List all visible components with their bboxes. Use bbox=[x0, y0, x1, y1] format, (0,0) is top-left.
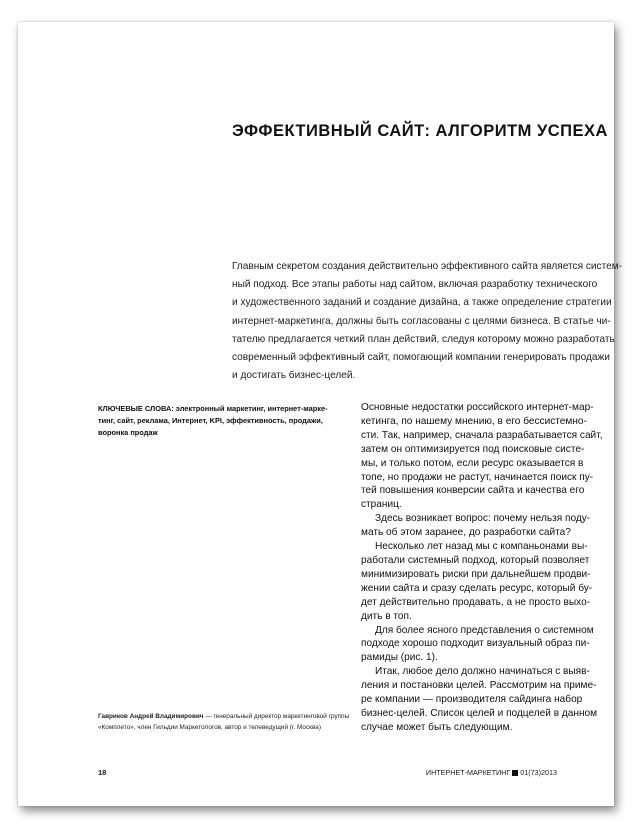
keywords-line: тинг, сайт, реклама, Интернет, KPI, эффективность, продажи, bbox=[98, 416, 323, 425]
author-line bbox=[98, 711, 349, 722]
body-line: мать об этом заранее, до разработки сайта? bbox=[361, 527, 571, 539]
body-line: сти. Так, например, сначала разрабатывается сайт, bbox=[361, 429, 603, 441]
body-line: ре компании — производителя сайдинга набор bbox=[361, 694, 583, 706]
lead-line: интернет-маркетинга, должны быть согласованы с целями бизнеса. В статье чи- bbox=[232, 315, 611, 327]
body-line: работали системный подход, который позволяет bbox=[361, 554, 590, 566]
body-line: мы, и только потом, если ресурс оказывается в bbox=[361, 457, 584, 469]
body-line: дет действительно продавать, а не просто выхо- bbox=[361, 596, 591, 608]
journal-name: ИНТЕРНЕТ-МАРКЕТИНГ bbox=[425, 768, 511, 777]
body-line: подходе хорошо подходит визуальный образ пи- bbox=[361, 638, 590, 650]
body-line: страниц. bbox=[361, 499, 402, 511]
body-line: минимизировать риски при дальнейшем продви- bbox=[361, 568, 591, 580]
body-line: жении сайта и сразу сделать ресурс, который бу- bbox=[361, 582, 593, 594]
body-line: топе, но продажи не растут, начинается поиск пу- bbox=[361, 471, 594, 483]
article-lead bbox=[232, 258, 622, 385]
page-number: 18 bbox=[98, 768, 107, 777]
lead-line: тателю предлагается четкий план действий, следуя которому можно разработать bbox=[232, 333, 615, 345]
author-name: Гавриков Андрей Владимирович bbox=[98, 713, 204, 720]
lead-line: и художественного заданий и создание дизайна, а также определение стратегии bbox=[232, 297, 612, 309]
keywords-line: КЛЮЧЕВЫЕ СЛОВА: электронный маркетинг, интернет-марке- bbox=[98, 404, 328, 413]
keywords-line: воронка продаж bbox=[98, 428, 158, 437]
body-line: тей повышения конверсии сайта и качества его bbox=[361, 485, 585, 497]
body-line: Для более ясного представления о системном bbox=[375, 624, 594, 636]
body-line: рамиды (рис. 1). bbox=[361, 652, 438, 664]
author-line: «Комплето», член Гильдии Маркетологов, автор и телеведущий (г. Москва) bbox=[98, 724, 321, 731]
author-role: — генеральный директор маркетинговой группы bbox=[203, 713, 350, 720]
journal-footer bbox=[426, 768, 557, 777]
author-note bbox=[98, 711, 349, 733]
body-line: бизнес-целей. Список целей и подцелей в данном bbox=[361, 707, 598, 719]
square-bullet-icon bbox=[512, 770, 518, 776]
article-body bbox=[361, 401, 611, 735]
keywords-block bbox=[98, 403, 348, 439]
body-line: Итак, любое дело должно начинаться с выяв- bbox=[375, 666, 590, 678]
body-line: случае может быть следующим. bbox=[361, 721, 513, 733]
body-line: Основные недостатки российского интернет-мар- bbox=[361, 402, 594, 413]
body-line: кетинга, по нашему мнению, в его бессистемно- bbox=[361, 415, 587, 427]
lead-line: ный подход. Все этапы работы над сайтом, включая разработку технического bbox=[232, 279, 598, 291]
article-title: ЭФФЕКТИВНЫЙ САЙТ: АЛГОРИТМ УСПЕХА bbox=[232, 122, 608, 140]
body-line: затем он оптимизируется под поисковые систе- bbox=[361, 443, 585, 455]
body-line: дить в топ. bbox=[361, 610, 412, 622]
body-line: Несколько лет назад мы с компаньонами вы- bbox=[375, 541, 588, 553]
lead-line: Главным секретом создания действительно эффективного сайта является систем- bbox=[232, 261, 622, 272]
body-line: Здесь возникает вопрос: почему нельзя поду- bbox=[375, 513, 591, 525]
lead-line: современный эффективный сайт, помогающий компании генерировать продажи bbox=[232, 352, 610, 364]
journal-page bbox=[18, 22, 622, 806]
issue-number: 01(73)2013 bbox=[520, 768, 557, 777]
body-line: ления и постановки целей. Рассмотрим на приме- bbox=[361, 680, 597, 692]
lead-line: и достигать бизнес-целей. bbox=[232, 370, 356, 382]
